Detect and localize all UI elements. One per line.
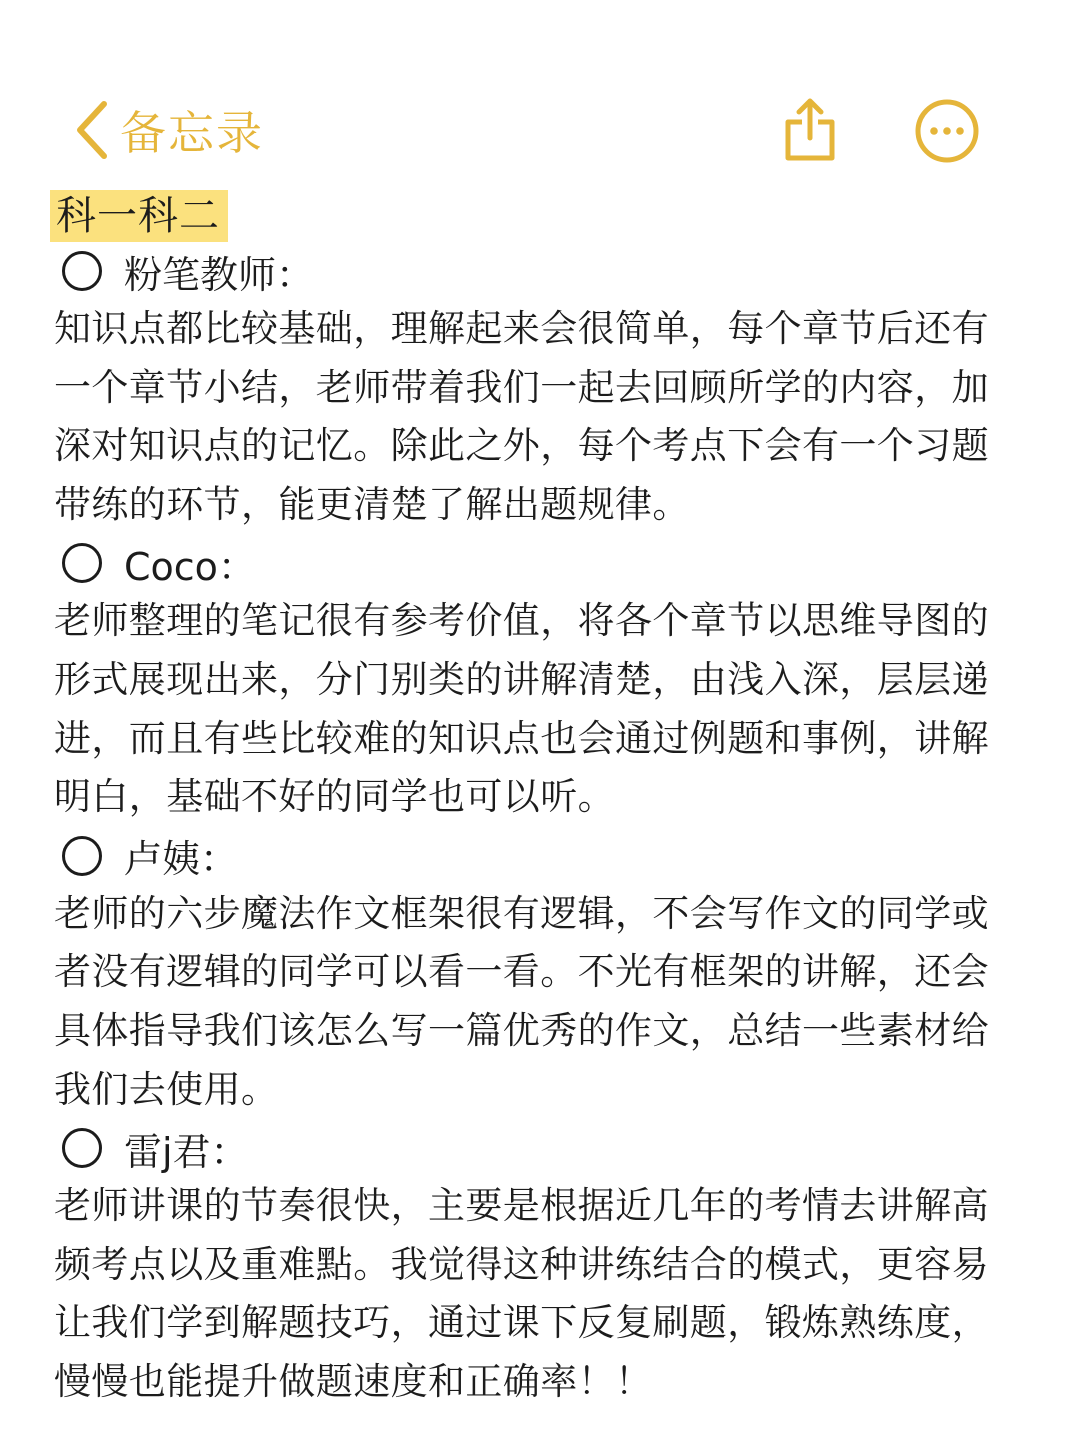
note-title: 科一科二 [50,190,228,242]
checkbox-circle-icon[interactable] [62,251,102,291]
section-heading: 粉笔教师： [124,252,315,297]
back-label: 备忘录 [120,106,264,160]
more-icon [914,98,980,164]
section-paragraph: 老师讲课的节奏很快，主要是根据近几年的考情去讲解高频考点以及重难點。我觉得这种讲练结合的模式，更容易让我们学到解题技巧，通过课下反复刷题，锻炼熟练度，慢慢也能提升做题速度和正确率！！ [54,1184,989,1403]
checkbox-circle-icon[interactable] [62,543,102,583]
section-paragraph: 知识点都比较基础，理解起来会很简单，每个章节后还有一个章节小结，老师带着我们一起去回顾所学的内容，加深对知识点的记忆。除此之外，每个考点下会有一个习题带练的环节，能更清楚了解出题规律。 [54,307,989,526]
navigation-bar [0,88,1080,172]
note-body[interactable] [50,190,1010,1412]
checklist-item [62,827,1010,885]
note-title-row [50,190,1010,242]
more-button[interactable] [914,98,980,164]
chevron-left-icon [72,100,112,160]
section-heading: 卢姨： [124,837,239,882]
checklist-item [62,242,1010,300]
checkbox-circle-icon[interactable] [62,836,102,876]
checkbox-circle-icon[interactable] [62,1128,102,1168]
share-icon [780,96,840,164]
checklist-item [62,534,1010,592]
section-paragraph: 老师整理的笔记很有参考价值，将各个章节以思维导图的形式展现出来，分门别类的讲解清楚，由浅入深，层层递进，而且有些比较难的知识点也会通过例题和事例，讲解明白，基础不好的同学也可以听。 [54,599,989,819]
checklist-item [62,1119,1010,1177]
share-button[interactable] [780,96,840,164]
section-heading: Coco： [124,544,256,589]
back-button[interactable] [72,94,264,166]
section-paragraph: 老师的六步魔法作文框架很有逻辑，不会写作文的同学或者没有逻辑的同学可以看一看。不光有框架的讲解，还会具体指导我们该怎么写一篇优秀的作文，总结一些素材给我们去使用。 [54,891,989,1111]
section-heading: 雷j君： [124,1129,249,1174]
